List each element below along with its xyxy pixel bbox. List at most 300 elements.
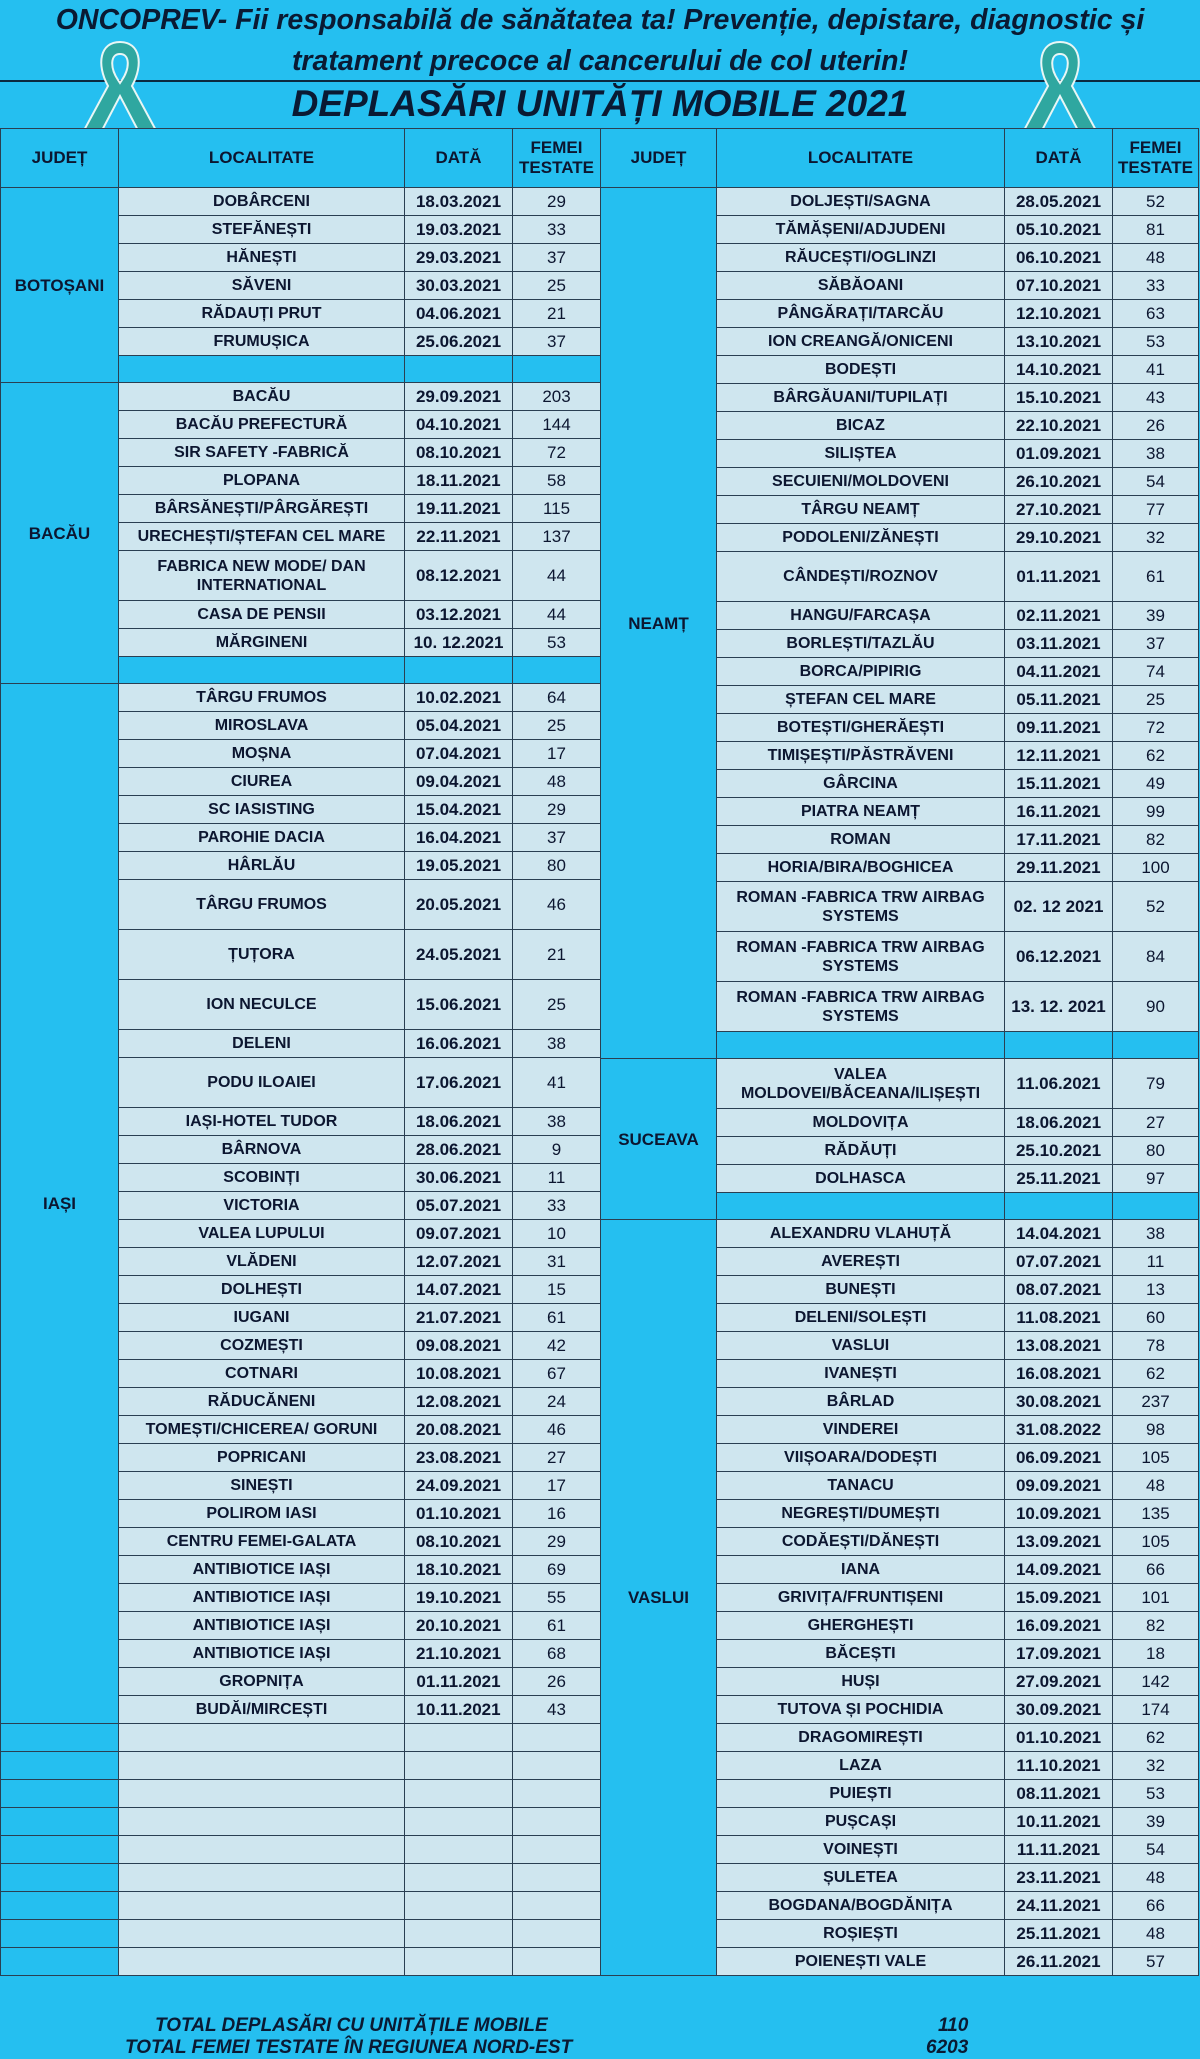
empty-cell (1, 1808, 119, 1836)
localitate-cell: RĂDAUȚI PRUT (119, 300, 405, 328)
localitate-cell: COTNARI (119, 1360, 405, 1388)
localitate-cell: DOBÂRCENI (119, 188, 405, 216)
localitate-cell: VOINEȘTI (717, 1836, 1005, 1864)
empty-cell (513, 1724, 601, 1752)
femei-cell: 80 (1113, 1137, 1199, 1165)
data-cell: 26.11.2021 (1005, 1948, 1113, 1976)
data-cell: 04.06.2021 (405, 300, 513, 328)
femei-cell: 174 (1113, 1696, 1199, 1724)
femei-cell: 135 (1113, 1500, 1199, 1528)
table-row (601, 188, 1199, 216)
empty-cell (119, 1808, 405, 1836)
localitate-cell: SĂBĂOANI (717, 272, 1005, 300)
femei-cell: 57 (1113, 1948, 1199, 1976)
localitate-cell: STEFĂNEȘTI (119, 216, 405, 244)
empty-cell (119, 1752, 405, 1780)
localitate-cell: SINEȘTI (119, 1472, 405, 1500)
femei-cell: 49 (1113, 770, 1199, 798)
localitate-cell: LAZA (717, 1752, 1005, 1780)
total-deplasari-label: TOTAL DEPLASĂRI CU UNITĂȚILE MOBILE (155, 2015, 548, 2036)
data-cell: 16.08.2021 (1005, 1360, 1113, 1388)
localitate-cell: IUGANI (119, 1304, 405, 1332)
judet-cell: NEAMȚ (601, 188, 717, 1059)
localitate-cell: COZMEȘTI (119, 1332, 405, 1360)
localitate-cell: ION NECULCE (119, 980, 405, 1030)
femei-cell: 79 (1113, 1059, 1199, 1109)
femei-cell: 66 (1113, 1556, 1199, 1584)
femei-cell: 58 (513, 467, 601, 495)
localitate-cell: TÂRGU FRUMOS (119, 880, 405, 930)
data-cell: 25.10.2021 (1005, 1137, 1113, 1165)
data-cell: 11.11.2021 (1005, 1836, 1113, 1864)
data-cell: 08.10.2021 (405, 439, 513, 467)
data-cell: 10.11.2021 (1005, 1808, 1113, 1836)
separator-cell (405, 356, 513, 383)
data-cell: 01.10.2021 (405, 1500, 513, 1528)
data-cell: 12.08.2021 (405, 1388, 513, 1416)
femei-cell: 29 (513, 188, 601, 216)
judet-cell: SUCEAVA (601, 1059, 717, 1220)
data-cell: 05.04.2021 (405, 712, 513, 740)
table-row (1, 684, 601, 712)
data-cell: 24.05.2021 (405, 930, 513, 980)
femei-cell: 77 (1113, 496, 1199, 524)
data-cell: 16.06.2021 (405, 1030, 513, 1058)
femei-cell: 25 (513, 712, 601, 740)
femei-cell: 142 (1113, 1668, 1199, 1696)
femei-cell: 97 (1113, 1165, 1199, 1193)
localitate-cell: MIROSLAVA (119, 712, 405, 740)
femei-cell: 38 (1113, 1220, 1199, 1248)
data-cell: 23.11.2021 (1005, 1864, 1113, 1892)
localitate-cell: TUTOVA ȘI POCHIDIA (717, 1696, 1005, 1724)
column-header-data: DATĂ (405, 129, 513, 188)
data-cell: 01.11.2021 (1005, 552, 1113, 602)
localitate-cell: VICTORIA (119, 1192, 405, 1220)
judet-cell: BACĂU (1, 383, 119, 684)
data-cell: 30.09.2021 (1005, 1696, 1113, 1724)
empty-cell (119, 1920, 405, 1948)
data-cell: 01.10.2021 (1005, 1724, 1113, 1752)
empty-row (1, 1920, 601, 1948)
localitate-cell: VALEA MOLDOVEI/BĂCEANA/ILIȘEȘTI (717, 1059, 1005, 1109)
data-cell: 30.03.2021 (405, 272, 513, 300)
femei-cell: 44 (513, 551, 601, 601)
localitate-cell: RĂUCEȘTI/OGLINZI (717, 244, 1005, 272)
localitate-cell: SĂVENI (119, 272, 405, 300)
femei-cell: 100 (1113, 854, 1199, 882)
empty-cell (513, 1780, 601, 1808)
femei-cell: 63 (1113, 300, 1199, 328)
femei-cell: 60 (1113, 1304, 1199, 1332)
localitate-cell: GÂRCINA (717, 770, 1005, 798)
femei-cell: 26 (513, 1668, 601, 1696)
data-cell: 11.10.2021 (1005, 1752, 1113, 1780)
localitate-cell: ROMAN -FABRICA TRW AIRBAG SYSTEMS (717, 982, 1005, 1032)
localitate-cell: SECUIENI/MOLDOVENI (717, 468, 1005, 496)
femei-cell: 13 (1113, 1276, 1199, 1304)
data-cell: 11.06.2021 (1005, 1059, 1113, 1109)
data-cell: 02.11.2021 (1005, 602, 1113, 630)
localitate-cell: CÂNDEȘTI/ROZNOV (717, 552, 1005, 602)
data-cell: 15.04.2021 (405, 796, 513, 824)
localitate-cell: CASA DE PENSII (119, 601, 405, 629)
localitate-cell: TĂMĂȘENI/ADJUDENI (717, 216, 1005, 244)
femei-cell: 80 (513, 852, 601, 880)
femei-cell: 39 (1113, 1808, 1199, 1836)
femei-cell: 15 (513, 1276, 601, 1304)
femei-cell: 68 (513, 1640, 601, 1668)
localitate-cell: AVEREȘTI (717, 1248, 1005, 1276)
empty-cell (405, 1864, 513, 1892)
femei-cell: 54 (1113, 1836, 1199, 1864)
localitate-cell: ANTIBIOTICE IAȘI (119, 1640, 405, 1668)
femei-cell: 37 (513, 328, 601, 356)
localitate-cell: PODU ILOAIEI (119, 1058, 405, 1108)
data-cell: 01.09.2021 (1005, 440, 1113, 468)
femei-cell: 61 (513, 1304, 601, 1332)
localitate-cell: HÂRLĂU (119, 852, 405, 880)
empty-cell (119, 1836, 405, 1864)
femei-cell: 33 (513, 1192, 601, 1220)
localitate-cell: IANA (717, 1556, 1005, 1584)
localitate-cell: BICAZ (717, 412, 1005, 440)
data-cell: 16.11.2021 (1005, 798, 1113, 826)
empty-cell (1, 1864, 119, 1892)
data-cell: 06.10.2021 (1005, 244, 1113, 272)
separator-cell (717, 1193, 1005, 1220)
data-cell: 18.06.2021 (405, 1108, 513, 1136)
femei-cell: 38 (1113, 440, 1199, 468)
data-cell: 19.11.2021 (405, 495, 513, 523)
header-line-1: ONCOPREV- Fii responsabilă de sănătatea ta! Prevenție, depistare, diagnostic și (55, 4, 1145, 36)
data-cell: 14.07.2021 (405, 1276, 513, 1304)
column-header-judet: JUDEȚ (1, 129, 119, 188)
data-cell: 12.11.2021 (1005, 742, 1113, 770)
localitate-cell: BACĂU PREFECTURĂ (119, 411, 405, 439)
femei-cell: 69 (513, 1556, 601, 1584)
table-row (601, 1059, 1199, 1109)
data-cell: 20.05.2021 (405, 880, 513, 930)
localitate-cell: POPRICANI (119, 1444, 405, 1472)
localitate-cell: VINDEREI (717, 1416, 1005, 1444)
data-cell: 13. 12. 2021 (1005, 982, 1113, 1032)
femei-cell: 48 (1113, 1864, 1199, 1892)
localitate-cell: BORLEȘTI/TAZLĂU (717, 630, 1005, 658)
localitate-cell: BÂRGĂUANI/TUPILAȚI (717, 384, 1005, 412)
femei-cell: 42 (513, 1332, 601, 1360)
empty-cell (513, 1808, 601, 1836)
localitate-cell: CIUREA (119, 768, 405, 796)
femei-cell: 29 (513, 1528, 601, 1556)
localitate-cell: BACĂU (119, 383, 405, 411)
localitate-cell: TÂRGU FRUMOS (119, 684, 405, 712)
header-row (1, 129, 601, 188)
data-cell: 09.11.2021 (1005, 714, 1113, 742)
data-cell: 08.12.2021 (405, 551, 513, 601)
femei-cell: 105 (1113, 1528, 1199, 1556)
empty-cell (405, 1780, 513, 1808)
empty-cell (1, 1780, 119, 1808)
localitate-cell: PUIEȘTI (717, 1780, 1005, 1808)
empty-cell (405, 1724, 513, 1752)
femei-cell: 29 (513, 796, 601, 824)
separator-cell (1005, 1193, 1113, 1220)
localitate-cell: RĂDUCĂNENI (119, 1388, 405, 1416)
data-cell: 31.08.2022 (1005, 1416, 1113, 1444)
localitate-cell: NEGREȘTI/DUMEȘTI (717, 1500, 1005, 1528)
separator-cell (119, 356, 405, 383)
femei-cell: 16 (513, 1500, 601, 1528)
localitate-cell: GHERGHEȘTI (717, 1612, 1005, 1640)
empty-cell (513, 1752, 601, 1780)
column-header-judet: JUDEȚ (601, 129, 717, 188)
femei-cell: 32 (1113, 524, 1199, 552)
femei-cell: 46 (513, 880, 601, 930)
femei-cell: 62 (1113, 1360, 1199, 1388)
data-cell: 04.11.2021 (1005, 658, 1113, 686)
femei-cell: 48 (1113, 1920, 1199, 1948)
femei-cell: 25 (513, 272, 601, 300)
localitate-cell: TOMEȘTI/CHICEREA/ GORUNI (119, 1416, 405, 1444)
table-row (1, 188, 601, 216)
data-cell: 27.09.2021 (1005, 1668, 1113, 1696)
data-cell: 18.06.2021 (1005, 1109, 1113, 1137)
localitate-cell: SC IASISTING (119, 796, 405, 824)
femei-cell: 32 (1113, 1752, 1199, 1780)
femei-cell: 82 (1113, 1612, 1199, 1640)
femei-cell: 44 (513, 601, 601, 629)
data-cell: 15.11.2021 (1005, 770, 1113, 798)
empty-cell (1, 1836, 119, 1864)
localitate-cell: DELENI/SOLEȘTI (717, 1304, 1005, 1332)
empty-cell (119, 1724, 405, 1752)
data-cell: 21.10.2021 (405, 1640, 513, 1668)
localitate-cell: TIMIȘEȘTI/PĂSTRĂVENI (717, 742, 1005, 770)
femei-cell: 137 (513, 523, 601, 551)
empty-cell (1, 1752, 119, 1780)
localitate-cell: VALEA LUPULUI (119, 1220, 405, 1248)
localitate-cell: DRAGOMIREȘTI (717, 1724, 1005, 1752)
data-cell: 10. 12.2021 (405, 629, 513, 657)
judet-cell: IAȘI (1, 684, 119, 1724)
judet-cell: VASLUI (601, 1220, 717, 1976)
data-cell: 03.11.2021 (1005, 630, 1113, 658)
empty-cell (119, 1892, 405, 1920)
data-cell: 29.11.2021 (1005, 854, 1113, 882)
data-cell: 23.08.2021 (405, 1444, 513, 1472)
localitate-cell: TÂRGU NEAMȚ (717, 496, 1005, 524)
localitate-cell: ALEXANDRU VLAHUȚĂ (717, 1220, 1005, 1248)
data-cell: 07.04.2021 (405, 740, 513, 768)
localitate-cell: BOGDANA/BOGDĂNIȚA (717, 1892, 1005, 1920)
data-cell: 26.10.2021 (1005, 468, 1113, 496)
localitate-cell: ANTIBIOTICE IAȘI (119, 1584, 405, 1612)
femei-cell: 64 (513, 684, 601, 712)
femei-cell: 41 (1113, 356, 1199, 384)
localitate-cell: ȘTEFAN CEL MARE (717, 686, 1005, 714)
data-cell: 29.03.2021 (405, 244, 513, 272)
localitate-cell: HORIA/BIRA/BOGHICEA (717, 854, 1005, 882)
data-cell: 09.07.2021 (405, 1220, 513, 1248)
data-cell: 27.10.2021 (1005, 496, 1113, 524)
data-cell: 24.09.2021 (405, 1472, 513, 1500)
localitate-cell: ANTIBIOTICE IAȘI (119, 1612, 405, 1640)
separator-cell (1113, 1193, 1199, 1220)
data-cell: 13.08.2021 (1005, 1332, 1113, 1360)
localitate-cell: RĂDĂUȚI (717, 1137, 1005, 1165)
empty-cell (513, 1864, 601, 1892)
femei-cell: 11 (513, 1164, 601, 1192)
data-cell: 24.11.2021 (1005, 1892, 1113, 1920)
femei-cell: 48 (513, 768, 601, 796)
data-cell: 14.04.2021 (1005, 1220, 1113, 1248)
localitate-cell: ȚUȚORA (119, 930, 405, 980)
data-cell: 12.07.2021 (405, 1248, 513, 1276)
data-cell: 16.09.2021 (1005, 1612, 1113, 1640)
separator-cell (1005, 1032, 1113, 1059)
empty-cell (1, 1948, 119, 1976)
empty-cell (119, 1948, 405, 1976)
femei-cell: 10 (513, 1220, 601, 1248)
femei-cell: 37 (1113, 630, 1199, 658)
data-cell: 17.09.2021 (1005, 1640, 1113, 1668)
localitate-cell: PÂNGĂRAȚI/TARCĂU (717, 300, 1005, 328)
data-cell: 25.11.2021 (1005, 1165, 1113, 1193)
femei-cell: 67 (513, 1360, 601, 1388)
femei-cell: 74 (1113, 658, 1199, 686)
femei-cell: 46 (513, 1416, 601, 1444)
localitate-cell: GRIVIȚA/FRUNTIȘENI (717, 1584, 1005, 1612)
empty-row (1, 1724, 601, 1752)
localitate-cell: BÂRSĂNEȘTI/PÂRGĂREȘTI (119, 495, 405, 523)
total-femei-value: 6203 (926, 2037, 969, 2058)
femei-cell: 27 (1113, 1109, 1199, 1137)
femei-cell: 72 (1113, 714, 1199, 742)
localitate-cell: DOLHASCA (717, 1165, 1005, 1193)
page-title: DEPLASĂRI UNITĂȚI MOBILE 2021 (291, 83, 909, 124)
data-cell: 15.10.2021 (1005, 384, 1113, 412)
localitate-cell: HUȘI (717, 1668, 1005, 1696)
data-cell: 11.08.2021 (1005, 1304, 1113, 1332)
femei-cell: 27 (513, 1444, 601, 1472)
femei-cell: 38 (513, 1108, 601, 1136)
localitate-cell: GROPNIȚA (119, 1668, 405, 1696)
localitate-cell: BUDĂI/MIRCEȘTI (119, 1696, 405, 1724)
localitate-cell: MOLDOVIȚA (717, 1109, 1005, 1137)
data-cell: 05.10.2021 (1005, 216, 1113, 244)
localitate-cell: ANTIBIOTICE IAȘI (119, 1556, 405, 1584)
localitate-cell: ION CREANGĂ/ONICENI (717, 328, 1005, 356)
column-header-femei: FEMEI TESTATE (1113, 129, 1199, 188)
femei-cell: 53 (513, 629, 601, 657)
femei-cell: 99 (1113, 798, 1199, 826)
localitate-cell: IAȘI-HOTEL TUDOR (119, 1108, 405, 1136)
localitate-cell: MOȘNA (119, 740, 405, 768)
empty-row (1, 1892, 601, 1920)
localitate-cell: BORCA/PIPIRIG (717, 658, 1005, 686)
femei-cell: 53 (1113, 1780, 1199, 1808)
total-deplasari-value: 110 (938, 2015, 969, 2036)
separator-cell (119, 657, 405, 684)
data-cell: 22.10.2021 (1005, 412, 1113, 440)
femei-cell: 84 (1113, 932, 1199, 982)
femei-cell: 31 (513, 1248, 601, 1276)
data-cell: 10.11.2021 (405, 1696, 513, 1724)
data-cell: 15.06.2021 (405, 980, 513, 1030)
empty-cell (1, 1920, 119, 1948)
data-cell: 06.12.2021 (1005, 932, 1113, 982)
femei-cell: 90 (1113, 982, 1199, 1032)
femei-cell: 105 (1113, 1444, 1199, 1472)
data-cell: 19.03.2021 (405, 216, 513, 244)
femei-cell: 9 (513, 1136, 601, 1164)
data-cell: 12.10.2021 (1005, 300, 1113, 328)
column-header-localitate: LOCALITATE (717, 129, 1005, 188)
femei-cell: 82 (1113, 826, 1199, 854)
column-header-localitate: LOCALITATE (119, 129, 405, 188)
localitate-cell: PUȘCAȘI (717, 1808, 1005, 1836)
empty-cell (513, 1836, 601, 1864)
header-line-2: tratament precoce al cancerului de col uterin! (291, 45, 909, 77)
data-cell: 05.07.2021 (405, 1192, 513, 1220)
femei-cell: 43 (513, 1696, 601, 1724)
localitate-cell: IVANEȘTI (717, 1360, 1005, 1388)
data-cell: 16.04.2021 (405, 824, 513, 852)
empty-cell (513, 1892, 601, 1920)
localitate-cell: MĂRGINENI (119, 629, 405, 657)
localitate-cell: ȘULETEA (717, 1864, 1005, 1892)
localitate-cell: PAROHIE DACIA (119, 824, 405, 852)
empty-cell (1, 1724, 119, 1752)
empty-cell (513, 1948, 601, 1976)
empty-cell (405, 1752, 513, 1780)
empty-row (1, 1780, 601, 1808)
data-cell: 02. 12 2021 (1005, 882, 1113, 932)
femei-cell: 26 (1113, 412, 1199, 440)
data-cell: 25.06.2021 (405, 328, 513, 356)
data-cell: 04.10.2021 (405, 411, 513, 439)
data-cell: 07.10.2021 (1005, 272, 1113, 300)
empty-cell (119, 1780, 405, 1808)
data-cell: 18.03.2021 (405, 188, 513, 216)
femei-cell: 72 (513, 439, 601, 467)
femei-cell: 17 (513, 740, 601, 768)
localitate-cell: VASLUI (717, 1332, 1005, 1360)
localitate-cell: PLOPANA (119, 467, 405, 495)
localitate-cell: CENTRU FEMEI-GALATA (119, 1528, 405, 1556)
localitate-cell: CODĂEȘTI/DĂNEȘTI (717, 1528, 1005, 1556)
localitate-cell: SIR SAFETY -FABRICĂ (119, 439, 405, 467)
localitate-cell: BOTEȘTI/GHERĂEȘTI (717, 714, 1005, 742)
femei-cell: 17 (513, 1472, 601, 1500)
localitate-cell: PODOLENI/ZĂNEȘTI (717, 524, 1005, 552)
empty-row (1, 1808, 601, 1836)
data-cell: 13.09.2021 (1005, 1528, 1113, 1556)
femei-cell: 52 (1113, 188, 1199, 216)
femei-cell: 66 (1113, 1892, 1199, 1920)
data-cell: 29.09.2021 (405, 383, 513, 411)
data-cell: 01.11.2021 (405, 1668, 513, 1696)
data-cell: 05.11.2021 (1005, 686, 1113, 714)
femei-cell: 203 (513, 383, 601, 411)
data-cell: 28.06.2021 (405, 1136, 513, 1164)
localitate-cell: DOLHEȘTI (119, 1276, 405, 1304)
femei-cell: 24 (513, 1388, 601, 1416)
data-cell: 22.11.2021 (405, 523, 513, 551)
data-cell: 09.09.2021 (1005, 1472, 1113, 1500)
femei-cell: 61 (513, 1612, 601, 1640)
